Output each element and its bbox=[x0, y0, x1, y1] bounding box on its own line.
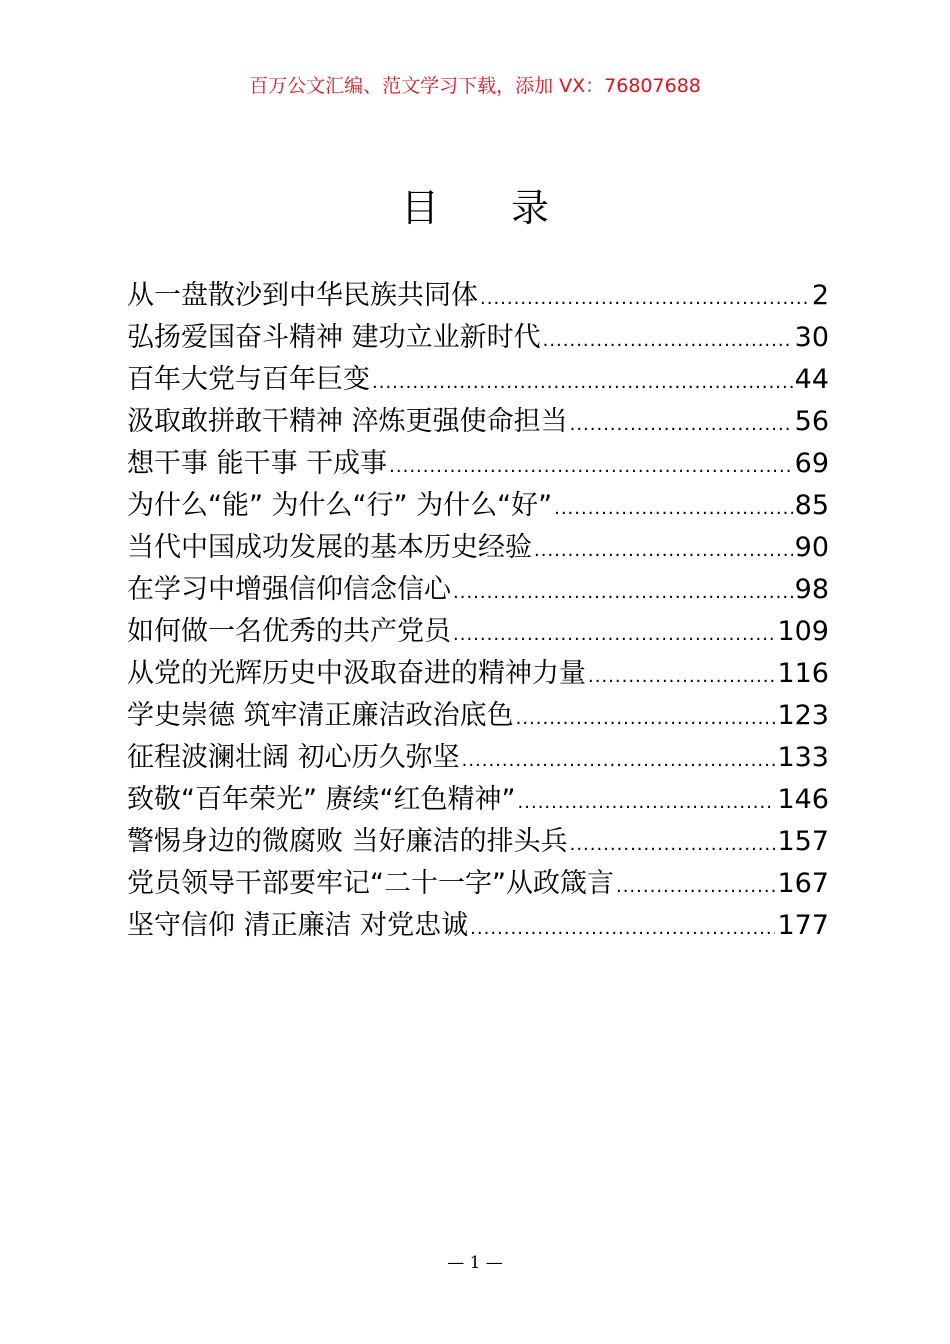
toc-entry-page: 56 bbox=[794, 406, 829, 437]
toc-entry-page: 30 bbox=[794, 322, 829, 353]
toc-leader-dots bbox=[470, 908, 775, 950]
toc-entry-page: 146 bbox=[777, 784, 829, 815]
toc-leader-dots bbox=[543, 320, 793, 362]
toc-entry-title: 百年大党与百年巨变 bbox=[127, 364, 370, 395]
toc-entry[interactable] bbox=[127, 359, 829, 401]
toc-entry[interactable] bbox=[127, 527, 829, 569]
toc-leader-dots bbox=[516, 698, 776, 740]
toc-entry[interactable] bbox=[127, 611, 829, 653]
toc-entry[interactable] bbox=[127, 863, 829, 905]
toc-leader-dots bbox=[570, 824, 776, 866]
toc-entry-page: 133 bbox=[777, 742, 829, 773]
toc-leader-dots bbox=[453, 572, 793, 614]
toc-entry-title: 警惕身边的微腐败 当好廉洁的排头兵 bbox=[127, 826, 568, 857]
toc-entry[interactable] bbox=[127, 821, 829, 863]
toc-leader-dots bbox=[570, 404, 793, 446]
header-note: 百万公文汇编、范文学习下载，添加 VX：76807688 bbox=[249, 75, 701, 97]
toc-entry[interactable] bbox=[127, 779, 829, 821]
toc-entry[interactable] bbox=[127, 485, 829, 527]
toc-entry-page: 157 bbox=[777, 826, 829, 857]
toc-entry-title: 弘扬爱国奋斗精神 建功立业新时代 bbox=[127, 322, 541, 353]
toc-entry-title: 致敬“百年荣光” 赓续“红色精神” bbox=[127, 784, 516, 815]
toc-leader-dots bbox=[518, 782, 776, 824]
toc-entry-title: 为什么“能” 为什么“行” 为什么“好” bbox=[127, 490, 553, 521]
toc-leader-dots bbox=[372, 362, 793, 404]
toc-entry-page: 116 bbox=[777, 658, 829, 689]
toc-entry-page: 167 bbox=[777, 868, 829, 899]
toc-entry-title: 在学习中增强信仰信念信心 bbox=[127, 574, 451, 605]
toc-entry-title: 如何做一名优秀的共产党员 bbox=[127, 616, 451, 647]
toc-entry-page: 85 bbox=[794, 490, 829, 521]
toc-leader-dots bbox=[554, 488, 793, 530]
toc-entry[interactable] bbox=[127, 737, 829, 779]
toc-entry-page: 2 bbox=[811, 280, 829, 311]
toc-leader-dots bbox=[588, 656, 775, 698]
toc-entry[interactable] bbox=[127, 569, 829, 611]
toc-entry[interactable] bbox=[127, 695, 829, 737]
toc-entry-title: 汲取敢拼敢干精神 淬炼更强使命担当 bbox=[127, 406, 568, 437]
toc-entry[interactable] bbox=[127, 317, 829, 359]
toc-leader-dots bbox=[534, 530, 793, 572]
toc-entry[interactable] bbox=[127, 653, 829, 695]
toc-leader-dots bbox=[389, 446, 792, 488]
toc-entry[interactable] bbox=[127, 905, 829, 947]
toc-entry-title: 从党的光辉历史中汲取奋进的精神力量 bbox=[127, 658, 586, 689]
toc-entry[interactable] bbox=[127, 443, 829, 485]
toc-entry-page: 123 bbox=[777, 700, 829, 731]
toc-entry[interactable] bbox=[127, 401, 829, 443]
page-title: 目 录 bbox=[400, 186, 580, 230]
toc-entry-page: 109 bbox=[777, 616, 829, 647]
toc-entry-page: 69 bbox=[794, 448, 829, 479]
toc-entry-title: 想干事 能干事 干成事 bbox=[127, 448, 388, 479]
toc-leader-dots bbox=[462, 740, 776, 782]
toc-entry-title: 征程波澜壮阔 初心历久弥坚 bbox=[127, 742, 460, 773]
toc-entry-title: 当代中国成功发展的基本历史经验 bbox=[127, 532, 532, 563]
toc-entry-title: 从一盘散沙到中华民族共同体 bbox=[127, 280, 478, 311]
toc-entry-title: 坚守信仰 清正廉洁 对党忠诚 bbox=[127, 910, 469, 941]
toc-leader-dots bbox=[453, 614, 775, 656]
table-of-contents bbox=[127, 275, 829, 947]
toc-leader-dots bbox=[616, 866, 775, 908]
toc-entry-title: 学史崇德 筑牢清正廉洁政治底色 bbox=[127, 700, 514, 731]
toc-leader-dots bbox=[480, 278, 810, 320]
toc-entry-page: 90 bbox=[794, 532, 829, 563]
toc-entry-title: 党员领导干部要牢记“二十一字”从政箴言 bbox=[127, 868, 614, 899]
page-number: — 1 — bbox=[447, 1253, 503, 1273]
toc-entry-page: 44 bbox=[794, 364, 829, 395]
toc-entry[interactable] bbox=[127, 275, 829, 317]
toc-entry-page: 177 bbox=[777, 910, 829, 941]
toc-entry-page: 98 bbox=[794, 574, 829, 605]
